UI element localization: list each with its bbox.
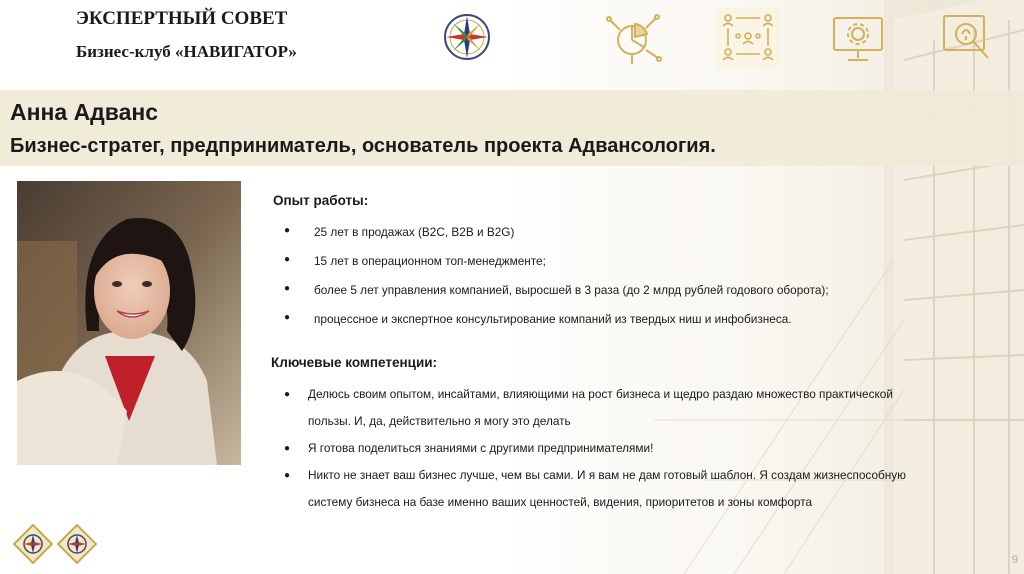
competencies-list xyxy=(284,381,924,516)
bullet-icon: ● xyxy=(284,470,291,481)
person-photo xyxy=(17,181,241,465)
bullet-icon: ● xyxy=(284,283,291,294)
experience-title: Опыт работы: xyxy=(273,193,369,208)
compass-logo-icon xyxy=(442,12,492,62)
list-item: ● Я готова поделиться знаниями с другими предпринимателями! xyxy=(284,441,654,455)
team-network-icon xyxy=(716,8,780,68)
bullet-icon: ● xyxy=(284,443,291,454)
org-subtitle: Бизнес-клуб «НАВИГАТОР» xyxy=(76,42,297,61)
header xyxy=(0,0,1024,88)
person-name: Анна Адванс xyxy=(10,99,159,125)
magnifier-idea-icon xyxy=(938,10,998,66)
footer-compass-logo-icon xyxy=(13,524,53,564)
list-item: ● Никто не знает ваш бизнес лучше, чем вы сами. И я вам не дам готовый шаблон. Я создам жизнеспособную систему бизнеса на базе именно ваших ценностей, видения, приоритетов и зоны комфорта xyxy=(284,468,907,509)
list-item: ● Делюсь своим опытом, инсайтами, влияющими на рост бизнеса и щедро раздаю множество практической пользы. И, да, действительно я могу это делать xyxy=(284,387,893,428)
bullet-icon: ● xyxy=(284,225,291,236)
monitor-gear-icon xyxy=(828,10,888,66)
bullet-icon: ● xyxy=(284,312,291,323)
page-number: 9 xyxy=(1011,554,1018,566)
competencies-title: Ключевые компетенции: xyxy=(271,355,438,370)
footer-compass-logo-icon xyxy=(57,524,97,564)
bullet-icon: ● xyxy=(284,389,291,400)
org-title: ЭКСПЕРТНЫЙ СОВЕТ xyxy=(76,8,288,29)
bullet-icon: ● xyxy=(284,254,291,265)
person-role: Бизнес-стратег, предприниматель, основатель проекта Адвансология. xyxy=(10,135,716,157)
pie-chart-icon xyxy=(604,10,664,66)
